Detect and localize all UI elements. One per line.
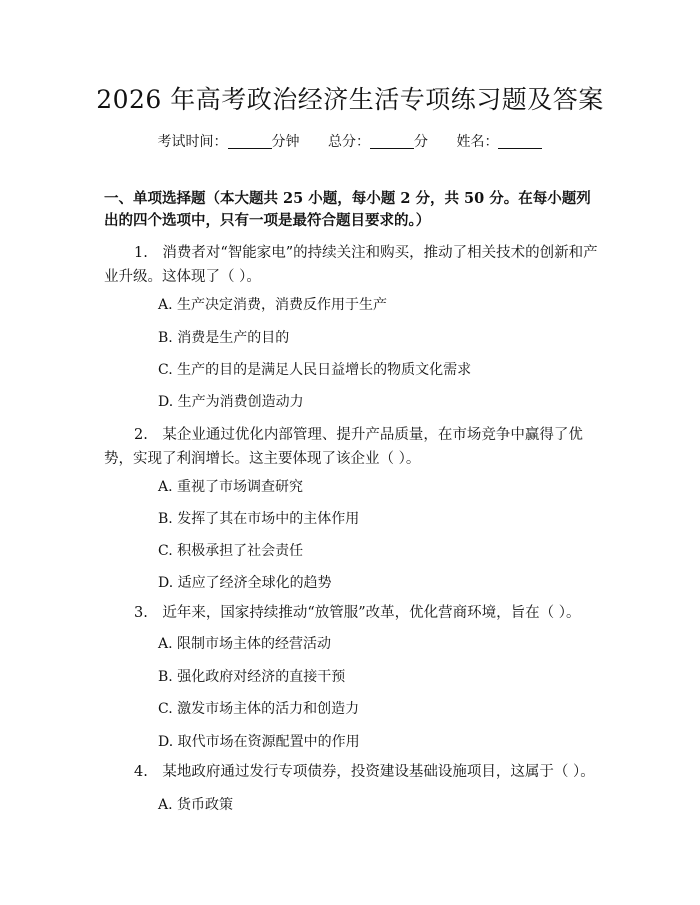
total-score-label: 总分： xyxy=(328,134,370,150)
answer-option: A. 重视了市场调查研究 xyxy=(158,479,304,495)
answer-option: D. 取代市场在资源配置中的作用 xyxy=(158,734,360,750)
total-score-blank xyxy=(370,134,414,149)
answer-option: A. 生产决定消费，消费反作用于生产 xyxy=(158,297,388,313)
question-stem: 3. 近年来，国家持续推动“放管服”改革，优化营商环境，旨在（ ）。 xyxy=(134,605,581,621)
exam-info-line xyxy=(0,131,700,151)
section-heading: 一、单项选择题（本大题共 25 小题，每小题 2 分，共 50 分。在每小题列出的四个选项中，只有一项是最符合题目要求的。） xyxy=(104,190,591,229)
answer-option: B. 强化政府对经济的直接干预 xyxy=(158,669,346,685)
total-score-field xyxy=(328,134,428,150)
total-score-unit: 分 xyxy=(414,134,428,150)
exam-time-field xyxy=(158,134,300,150)
exam-time-blank xyxy=(228,134,272,149)
answer-option: B. 发挥了其在市场中的主体作用 xyxy=(158,511,360,527)
answer-option: D. 生产为消费创造动力 xyxy=(158,394,304,410)
question-stem: 4. 某地政府通过发行专项债券，投资建设基础设施项目，这属于（ ）。 xyxy=(134,764,595,780)
question-stem: 1. 消费者对“智能家电”的持续关注和购买，推动了相关技术的创新和产业升级。这体现了（ ）。 xyxy=(104,245,598,285)
exam-time-unit: 分钟 xyxy=(271,134,300,150)
answer-option: B. 消费是生产的目的 xyxy=(158,330,290,346)
answer-option: A. 货币政策 xyxy=(158,797,234,813)
page-title: 2026 年高考政治经济生活专项练习题及答案 xyxy=(96,85,604,114)
answer-option: A. 限制市场主体的经营活动 xyxy=(158,636,332,652)
student-name-blank xyxy=(498,134,542,149)
exam-time-label: 考试时间： xyxy=(157,134,228,150)
student-name-field xyxy=(456,134,542,150)
answer-option: C. 激发市场主体的活力和创造力 xyxy=(158,701,360,717)
question-stem: 2. 某企业通过优化内部管理、提升产品质量，在市场竞争中赢得了优势，实现了利润增长。这主要体现了该企业（ ）。 xyxy=(104,427,583,467)
answer-option: C. 积极承担了社会责任 xyxy=(158,543,304,559)
answer-option: D. 适应了经济全球化的趋势 xyxy=(158,575,332,591)
student-name-label: 姓名： xyxy=(456,134,499,150)
answer-option: C. 生产的目的是满足人民日益增长的物质文化需求 xyxy=(158,362,472,378)
